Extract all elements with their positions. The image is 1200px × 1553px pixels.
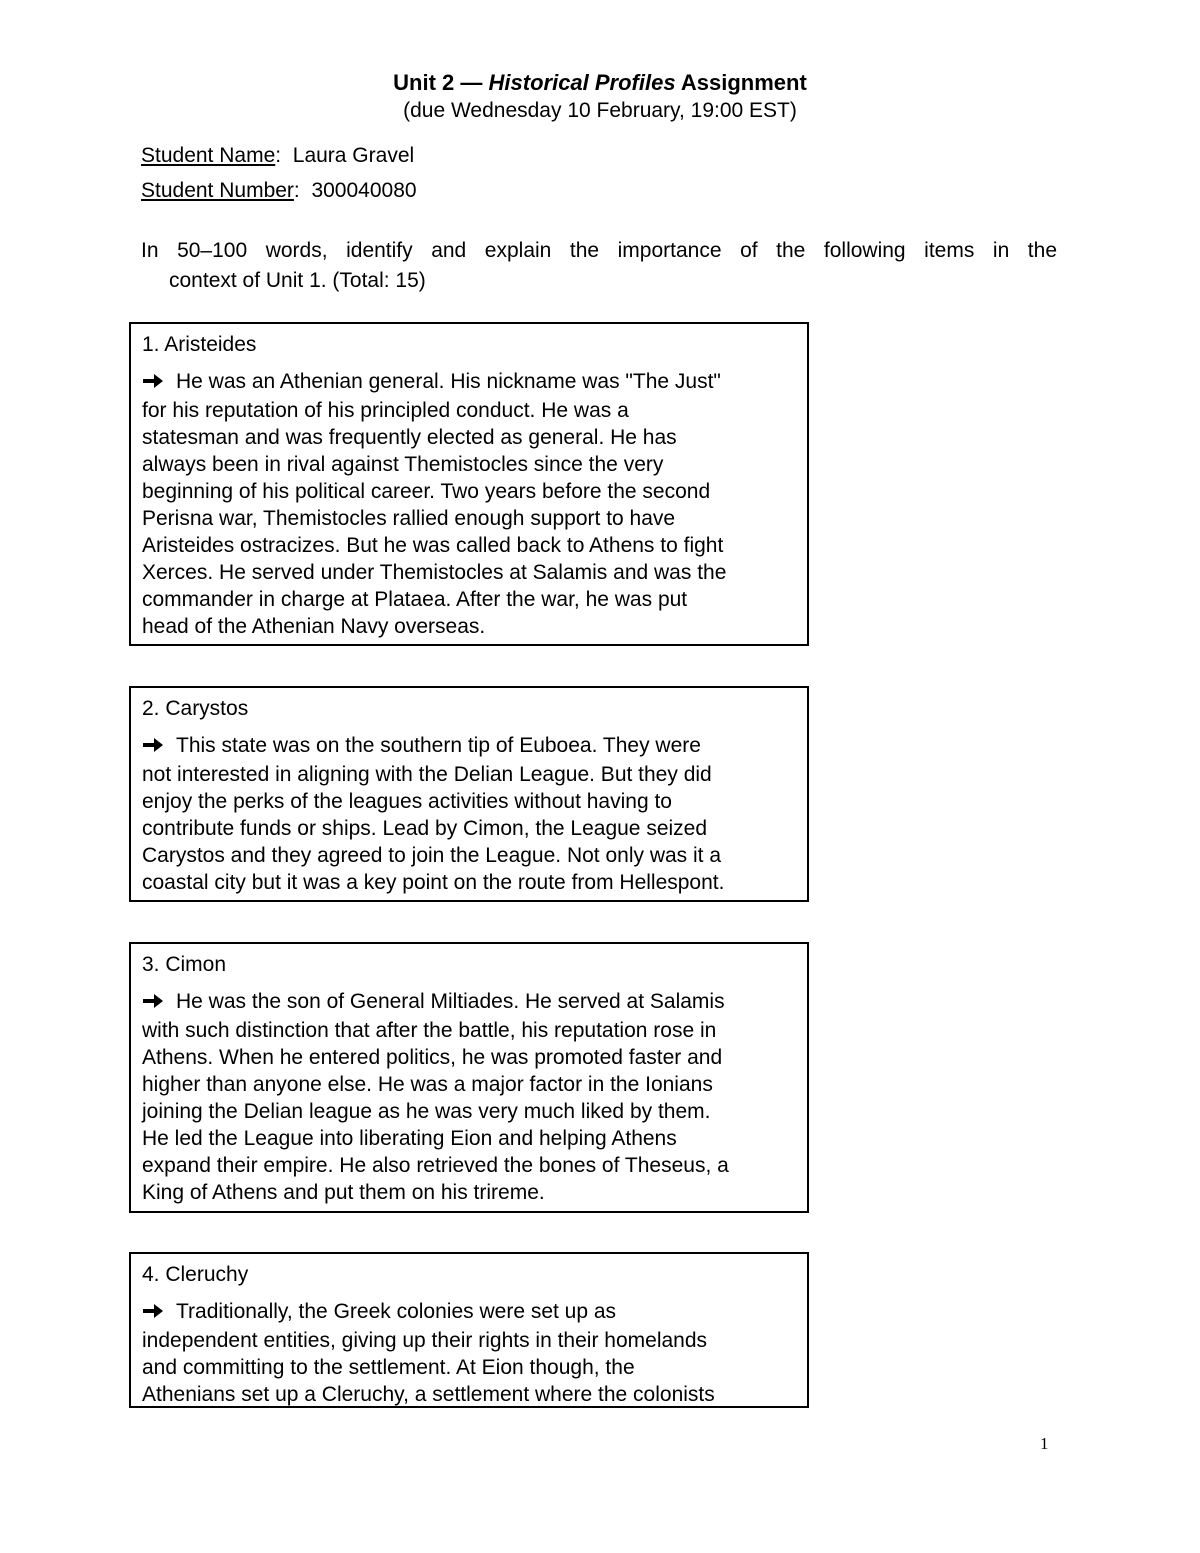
profile-line: Carystos and they agreed to join the League. Not only was it a <box>142 844 722 867</box>
profile-line: for his reputation of his principled conduct. He was a <box>142 399 629 422</box>
profile-heading: 3. Cimon <box>142 953 227 976</box>
profile-line: Traditionally, the Greek colonies were set up as <box>142 1298 797 1327</box>
arrow-right-icon <box>142 1300 166 1327</box>
profile-line: He was an Athenian general. His nickname was "The Just" <box>142 368 797 397</box>
due-date: (due Wednesday 10 February, 19:00 EST) <box>403 99 797 122</box>
profile-body <box>142 988 797 1206</box>
profile-line: enjoy the perks of the leagues activities without having to <box>142 790 672 813</box>
profile-line: head of the Athenian Navy overseas. <box>142 615 486 638</box>
student-name-value: Laura Gravel <box>292 144 415 167</box>
page-number: 1 <box>1040 1434 1049 1453</box>
instructions-line-2: context of Unit 1. (Total: 15) <box>169 269 426 292</box>
profile-line: higher than anyone else. He was a major factor in the Ionians <box>142 1073 713 1096</box>
profile-heading: 2. Carystos <box>142 697 249 720</box>
student-number-field: Student Number: 300040080 <box>141 179 417 202</box>
profile-body <box>142 1298 797 1408</box>
profile-box-aristeides <box>129 322 809 646</box>
profile-line: contribute funds or ships. Lead by Cimon, the League seized <box>142 817 708 840</box>
profile-line: This state was on the southern tip of Euboea. They were <box>142 732 797 761</box>
profile-line: Xerces. He served under Themistocles at Salamis and was the <box>142 561 727 584</box>
profile-body <box>142 732 797 896</box>
profile-line: always been in rival against Themistocles since the very <box>142 453 664 476</box>
profile-line: beginning of his political career. Two years before the second <box>142 480 711 503</box>
profile-line: with such distinction that after the battle, his reputation rose in <box>142 1019 717 1042</box>
profile-heading: 1. Aristeides <box>142 333 257 356</box>
profile-line: independent entities, giving up their rights in their homelands <box>142 1329 708 1352</box>
profile-box-carystos <box>129 686 809 902</box>
arrow-right-icon <box>142 990 166 1017</box>
profile-line: Aristeides ostracizes. But he was called back to Athens to fight <box>142 534 724 557</box>
profile-body <box>142 368 797 640</box>
profile-line: Athenians set up a Cleruchy, a settlement where the colonists <box>142 1383 715 1406</box>
student-name-field: Student Name: Laura Gravel <box>141 144 415 167</box>
student-name-label: Student Name <box>141 144 276 167</box>
page-title <box>0 68 1200 98</box>
profile-line: not interested in aligning with the Delian League. But they did <box>142 763 712 786</box>
title-italic: Historical Profiles <box>488 70 676 95</box>
profile-line: Athens. When he entered politics, he was promoted faster and <box>142 1046 723 1069</box>
profile-line: expand their empire. He also retrieved the bones of Theseus, a <box>142 1154 729 1177</box>
profile-line: joining the Delian league as he was very much liked by them. <box>142 1100 711 1123</box>
instructions-line-1: In 50–100 words, identify and explain the importance of the following items in the <box>141 239 1057 262</box>
profile-line: He led the League into liberating Eion and helping Athens <box>142 1127 677 1150</box>
profile-heading: 4. Cleruchy <box>142 1263 249 1286</box>
instructions <box>141 236 1057 296</box>
profile-line: and committing to the settlement. At Eion though, the <box>142 1356 635 1379</box>
profile-line: commander in charge at Plataea. After the war, he was put <box>142 588 688 611</box>
profile-line: King of Athens and put them on his trireme. <box>142 1181 545 1204</box>
student-number-label: Student Number <box>141 179 294 202</box>
profile-line: statesman and was frequently elected as general. He has <box>142 426 677 449</box>
profile-line: Perisna war, Themistocles rallied enough support to have <box>142 507 676 530</box>
title-prefix: Unit 2 — <box>393 70 489 95</box>
profile-box-cleruchy <box>129 1252 809 1408</box>
arrow-right-icon <box>142 370 166 397</box>
profile-line: coastal city but it was a key point on the route from Hellespont. <box>142 871 725 894</box>
student-number-value: 300040080 <box>311 179 417 202</box>
arrow-right-icon <box>142 734 166 761</box>
title-suffix: Assignment <box>675 70 807 95</box>
profile-box-cimon <box>129 942 809 1213</box>
profile-line: He was the son of General Miltiades. He served at Salamis <box>142 988 797 1017</box>
